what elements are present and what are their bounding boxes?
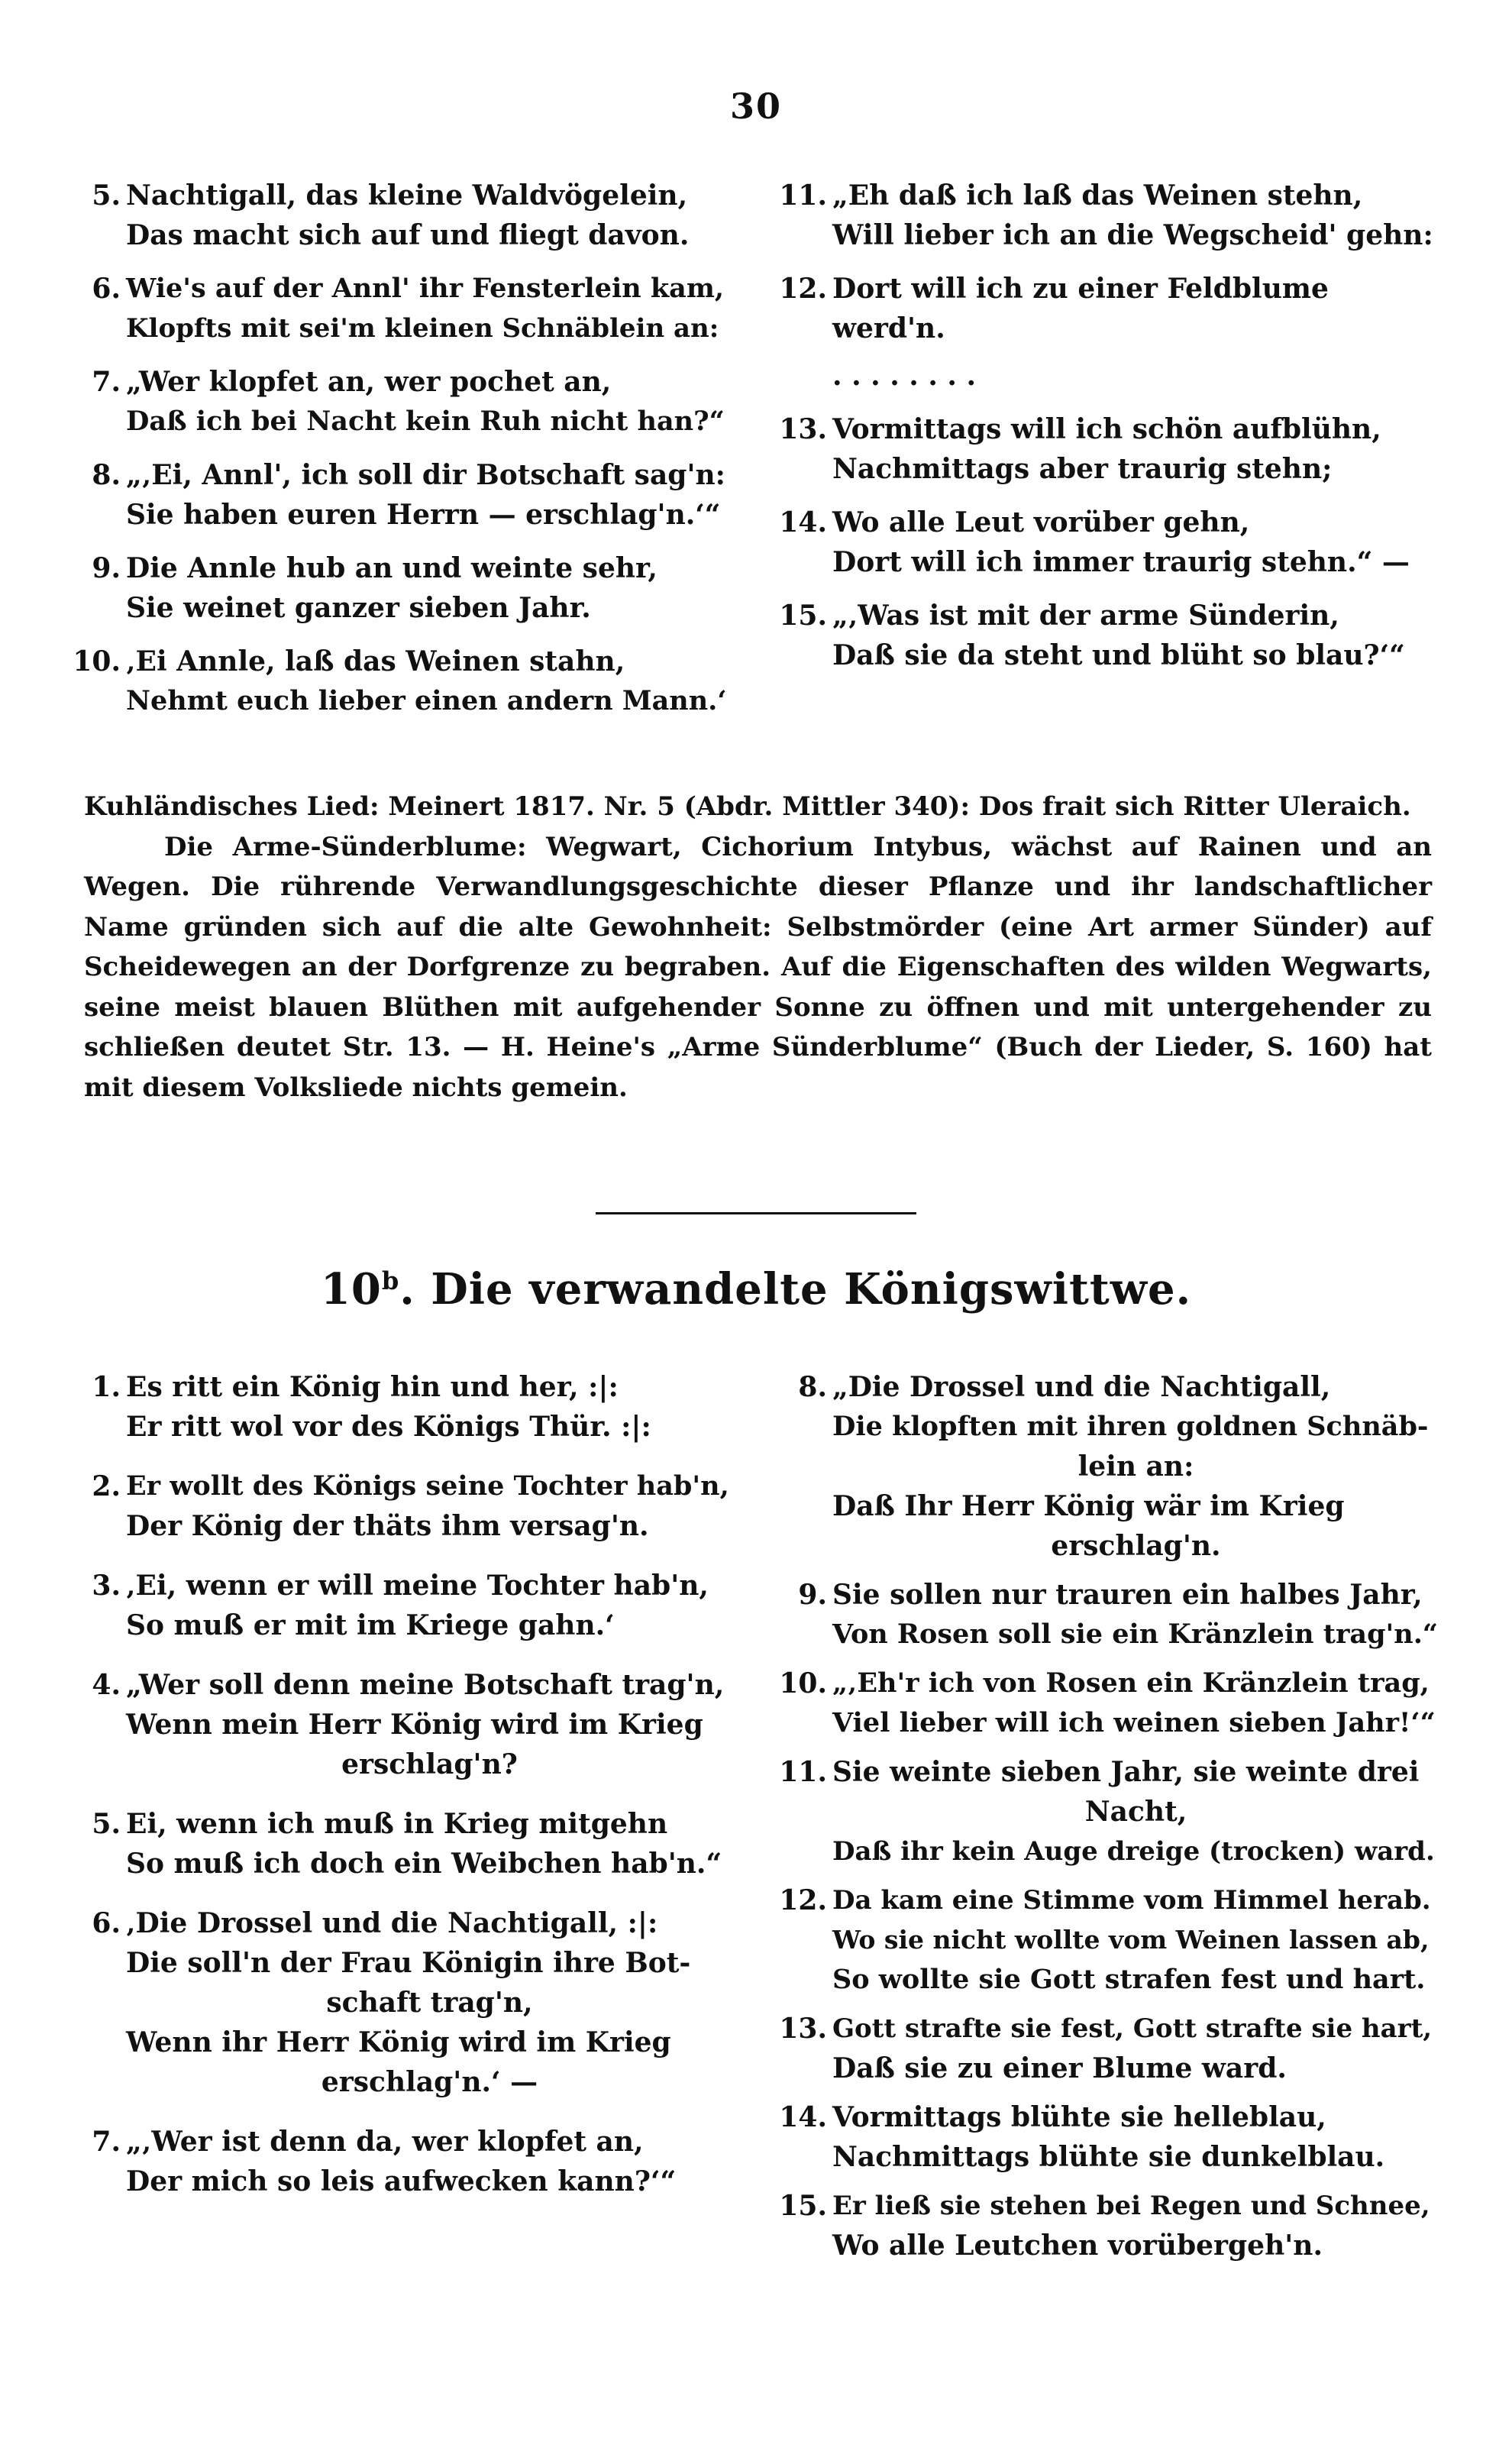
verse-number: 2. <box>92 1470 121 1502</box>
verse <box>752 1575 1439 1654</box>
verse-line: Daß ihr kein Auge dreige (trocken) ward. <box>832 1836 1435 1867</box>
upper-right-column <box>752 176 1439 675</box>
verse-line: Von Rosen soll sie ein Kränzlein trag'n.“ <box>832 1619 1439 1650</box>
verse-line: Er ließ sie stehen bei Regen und Schnee, <box>832 2191 1430 2221</box>
verse-line: Wo sie nicht wollte vom Weinen lassen ab, <box>832 1925 1430 1955</box>
verse-line: Gott strafte sie fest, Gott strafte sie hart, <box>832 2013 1433 2044</box>
section-suffix: b <box>381 1266 400 1295</box>
lower-left-column <box>46 1367 733 2201</box>
verse <box>46 1665 733 1784</box>
verse-line: Sie weinet ganzer sieben Jahr. <box>126 592 591 624</box>
verse-number: 10. <box>779 1667 827 1699</box>
lower-right-column <box>752 1367 1439 2265</box>
verse-line: Nacht, <box>1084 1796 1187 1828</box>
verse-line: „Die Drossel und die Nachtigall, <box>832 1371 1331 1403</box>
verse-line: erschlag'n? <box>341 1748 518 1780</box>
verse-number: 14. <box>779 506 827 538</box>
verse-line: Klopfts mit sei'm kleinen Schnäblein an: <box>126 313 719 344</box>
verse <box>46 176 733 255</box>
section-title: Die verwandelte Königswittwe. <box>431 1264 1192 1315</box>
ellipsis-row <box>752 356 1439 396</box>
verse-line: So muß ich doch ein Weibchen hab'n.“ <box>126 1848 722 1880</box>
verse-line: erschlag'n.‘ — <box>321 2066 538 2098</box>
verse-line: Da kam eine Stimme vom Himmel herab. <box>832 1885 1431 1916</box>
verse <box>752 1664 1439 1743</box>
section-divider <box>596 1212 916 1214</box>
verse-number: 1. <box>92 1371 121 1403</box>
verse <box>752 2009 1439 2088</box>
verse <box>46 269 733 348</box>
verse-number: 9. <box>798 1579 827 1611</box>
verse-number: 9. <box>92 552 121 584</box>
verse-line: Sie haben euren Herrn — erschlag'n.‘“ <box>126 499 721 531</box>
verse-line: Nehmt euch lieber einen andern Mann.‘ <box>126 685 727 716</box>
verse-number: 13. <box>779 2013 827 2045</box>
verse-number: 13. <box>779 413 827 445</box>
upper-left-column <box>46 176 733 721</box>
verse-line: Vormittags blühte sie helleblau, <box>832 2101 1326 2133</box>
verse-number: 10. <box>73 645 121 677</box>
verse-line: Daß ich bei Nacht kein Ruh nicht han?“ <box>126 406 725 437</box>
verse <box>752 176 1439 255</box>
page-number: 30 <box>729 86 782 127</box>
verse <box>752 1367 1439 1566</box>
verse-line: . . . . . . . . <box>832 360 976 392</box>
verse <box>46 1566 733 1645</box>
verse <box>46 1367 733 1447</box>
verse-line: ‚Ei, wenn er will meine Tochter hab'n, <box>126 1570 709 1602</box>
commentary-paragraph: Die Arme-Sünderblume: Wegwart, Cichorium Intybus, wächst auf Rainen und an Wegen. Die rührende Verwandlungsgeschichte dieser Pflanze und ihr landschaftlicher Name gründen sich auf die alte Gewohnheit: Selbstmörder (eine Art armer Sünder) auf Scheidewegen an der Dorfgrenze zu begraben. Auf die Eigenschaften des wilden Wegwarts, seine meist blauen Blüthen mit aufgehender Sonne zu öffnen und mit untergehender zu schließen deutet Str. 13. — H. Heine's „Arme Sünderblume“ (Buch der Lieder, S. 160) hat mit diesem Volksliede nichts gemein. <box>84 831 1432 1103</box>
verse-number: 5. <box>92 179 121 212</box>
verse-line: So muß er mit im Kriege gahn.‘ <box>126 1609 615 1641</box>
verse-line: Nachmittags blühte sie dunkelblau. <box>832 2141 1385 2173</box>
verse-number: 6. <box>92 1907 121 1939</box>
verse-line: Wenn mein Herr König wird im Krieg <box>126 1709 703 1741</box>
section-heading: 10$^b$. Die verwandelte Königswittwe. <box>320 1264 1192 1315</box>
verse-line: Dort will ich immer traurig stehn.“ — <box>832 546 1410 578</box>
verse-number: 8. <box>92 459 121 491</box>
verse-line: ‚Ei Annle, laß das Weinen stahn, <box>126 645 625 677</box>
verse-line: Der mich so leis aufwecken kann?‘“ <box>126 2165 677 2197</box>
verse-line: Das macht sich auf und fliegt davon. <box>126 219 690 251</box>
verse-line: Er wollt des Königs seine Tochter hab'n, <box>126 1470 729 1502</box>
verse-line: Viel lieber will ich weinen sieben Jahr!‘“ <box>832 1707 1436 1738</box>
verse-line: Daß Ihr Herr König wär im Krieg <box>832 1490 1345 1522</box>
verse-line: lein an: <box>1077 1450 1194 1483</box>
verse-line: „‚Wer ist denn da, wer klopfet an, <box>126 2126 644 2158</box>
verse-line: Die klopften mit ihren goldnen Schnäb- <box>832 1411 1429 1442</box>
verse-line: Die soll'n der Frau Königin ihre Bot- <box>126 1947 691 1979</box>
verse-line: Wenn ihr Herr König wird im Krieg <box>126 2026 671 2058</box>
verse-line: Der König der thäts ihm versag'n. <box>126 1510 649 1542</box>
verse-line: „‚Eh'r ich von Rosen ein Kränzlein trag, <box>832 1667 1430 1699</box>
verse-line: Sie weinte sieben Jahr, sie weinte drei <box>832 1756 1420 1788</box>
verse-number: 5. <box>92 1808 121 1840</box>
verse <box>46 2122 733 2201</box>
verse-number: 11. <box>779 1756 827 1788</box>
verse-line: schaft trag'n, <box>326 1987 533 2019</box>
verse-line: Es ritt ein König hin und her, :|: <box>126 1371 619 1403</box>
verse <box>752 1880 1439 2000</box>
verse-line: „‚Ei, Annl', ich soll dir Botschaft sag'n: <box>126 459 725 491</box>
verse-line: Nachtigall, das kleine Waldvögelein, <box>126 179 688 212</box>
verse-number: 7. <box>92 366 121 398</box>
verse-line: So wollte sie Gott strafen fest und hart. <box>832 1964 1426 1995</box>
verse-line: „Wer klopfet an, wer pochet an, <box>126 366 612 398</box>
verse-line: Will lieber ich an die Wegscheid' gehn: <box>832 219 1433 251</box>
verse-line: Wie's auf der Annl' ihr Fensterlein kam, <box>126 273 725 304</box>
verse-number: 8. <box>798 1371 827 1403</box>
verse-line: „Wer soll denn meine Botschaft trag'n, <box>126 1669 725 1701</box>
verse-number: 12. <box>779 273 827 305</box>
verse <box>46 362 733 441</box>
verse-line: werd'n. <box>832 312 945 344</box>
verse <box>752 1752 1439 1871</box>
verse-line: Wo alle Leut vorüber gehn, <box>832 506 1250 538</box>
verse <box>752 503 1439 582</box>
verse-number: 3. <box>92 1570 121 1602</box>
verse <box>46 455 733 535</box>
commentary-notes <box>84 787 1432 1108</box>
verse-line: ‚Die Drossel und die Nachtigall, :|: <box>126 1907 658 1939</box>
verse-number: 12. <box>779 1884 827 1916</box>
verse <box>46 1804 733 1884</box>
verse-line: Daß sie da steht und blüht so blau?‘“ <box>832 639 1405 671</box>
verse <box>46 642 733 721</box>
verse-number: 15. <box>779 2190 827 2222</box>
verse <box>46 1467 733 1546</box>
verse-number: 15. <box>779 600 827 632</box>
verse <box>752 596 1439 675</box>
verse-line: Die Annle hub an und weinte sehr, <box>126 552 657 584</box>
verse-line: Wo alle Leutchen vorübergeh'n. <box>832 2230 1323 2262</box>
verse <box>752 409 1439 489</box>
verse <box>46 1903 733 2102</box>
section-number: 10 <box>320 1264 382 1315</box>
verse-line: „Eh daß ich laß das Weinen stehn, <box>832 179 1363 212</box>
source-note: Kuhländisches Lied: Meinert 1817. Nr. 5 (Abdr. Mittler 340): Dos frait sich Ritter Uleraich. <box>84 791 1411 822</box>
verse <box>752 2097 1439 2177</box>
verse-number: 7. <box>92 2126 121 2158</box>
verse-line: Sie sollen nur trauren ein halbes Jahr, <box>832 1579 1423 1611</box>
verse-number: 4. <box>92 1669 121 1701</box>
verse <box>752 269 1439 348</box>
verse-line: Daß sie zu einer Blume ward. <box>832 2052 1287 2084</box>
verse-line: Vormittags will ich schön aufblühn, <box>832 413 1381 445</box>
verse-number: 6. <box>92 273 121 305</box>
verse <box>46 548 733 628</box>
verse-line: Er ritt wol vor des Königs Thür. :|: <box>126 1411 651 1443</box>
verse-number: 14. <box>779 2101 827 2133</box>
verse-line: Dort will ich zu einer Feldblume <box>832 273 1329 305</box>
verse-line: Nachmittags aber traurig stehn; <box>832 453 1333 485</box>
verse-line: Ei, wenn ich muß in Krieg mitgehn <box>126 1808 668 1840</box>
verse-line: erschlag'n. <box>1051 1530 1221 1562</box>
verse-number: 11. <box>779 179 827 212</box>
verse <box>752 2186 1439 2265</box>
verse-line: „‚Was ist mit der arme Sünderin, <box>832 600 1339 632</box>
